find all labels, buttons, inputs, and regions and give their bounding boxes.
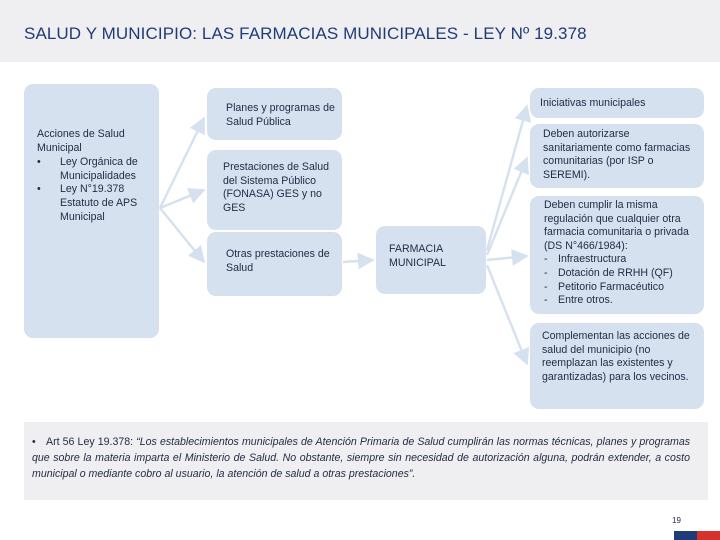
complementan-box: Complementan las acciones de salud del municipio (no reemplazan las existentes y garantizadas) para los vecinos.	[530, 323, 704, 409]
acciones-list	[37, 156, 151, 224]
planes-programas-box: Planes y programas de Salud Pública	[207, 88, 342, 140]
footer-bar-blue	[674, 531, 697, 540]
cumplir-intro: Deben cumplir la misma regulación que cualquier otra farmacia comunitaria o privada (DS N°466/1984):	[544, 199, 689, 252]
cumplir-item-dotacion: - Dotación de RRHH (QF)	[544, 267, 700, 281]
acciones-heading: Acciones de Salud Municipal	[37, 128, 125, 154]
arrow-farmacia-to-autorizarse	[487, 158, 527, 255]
arrow-to-otras	[160, 208, 204, 262]
footer-color-bar	[674, 531, 720, 540]
cumplir-regulacion-box	[530, 196, 704, 314]
farmacia-municipal-box: FARMACIA MUNICIPAL	[376, 226, 486, 294]
footer-bar-red	[697, 531, 720, 540]
acciones-salud-box	[24, 84, 159, 338]
arrow-farmacia-to-complementan	[487, 265, 527, 364]
note-quote: “Los establecimientos municipales de Atención Primaria de Salud cumplirán las normas técnicas, planes y programas que sobre la materia imparta el Ministerio de Salud. No obstante, siempre sin necesidad de autorización alguna, podrán extender, a costo municipal o mediante cobro al usuario, la atención de salud a otras prestaciones”.	[32, 436, 691, 480]
prestaciones-box: Prestaciones de Salud del Sistema Público (FONASA) GES y no GES	[207, 150, 342, 230]
cumplir-item-petitorio: - Petitorio Farmacéutico	[544, 281, 700, 295]
acciones-item-ley-19378: • Ley N°19.378 Estatuto de APS Municipal	[37, 183, 151, 224]
arrow-farmacia-to-cumplir	[487, 256, 527, 260]
cumplir-list	[544, 253, 700, 307]
note-bullet: •	[32, 436, 36, 448]
iniciativas-box: Iniciativas municipales	[530, 88, 704, 118]
acciones-item-ley-organica: • Ley Orgánica de Municipalidades	[37, 156, 151, 183]
article-note	[32, 434, 690, 482]
cumplir-item-infraestructura: - Infraestructura	[544, 253, 700, 267]
arrow-to-planes	[160, 118, 204, 208]
arrow-farmacia-to-iniciativas	[487, 106, 527, 250]
autorizarse-box: Deben autorizarse sanitariamente como farmacias comunitarias (por ISP o SEREMI).	[530, 124, 704, 188]
page-title: SALUD Y MUNICIPIO: LAS FARMACIAS MUNICIPALES - LEY Nº 19.378	[24, 24, 587, 43]
otras-prestaciones-box: Otras prestaciones de Salud	[207, 232, 342, 296]
page-number: 19	[672, 516, 681, 525]
note-reference: Art 56 Ley 19.378:	[46, 436, 134, 448]
arrow-otras-to-farmacia	[343, 260, 373, 262]
cumplir-item-otros: - Entre otros.	[544, 294, 700, 308]
